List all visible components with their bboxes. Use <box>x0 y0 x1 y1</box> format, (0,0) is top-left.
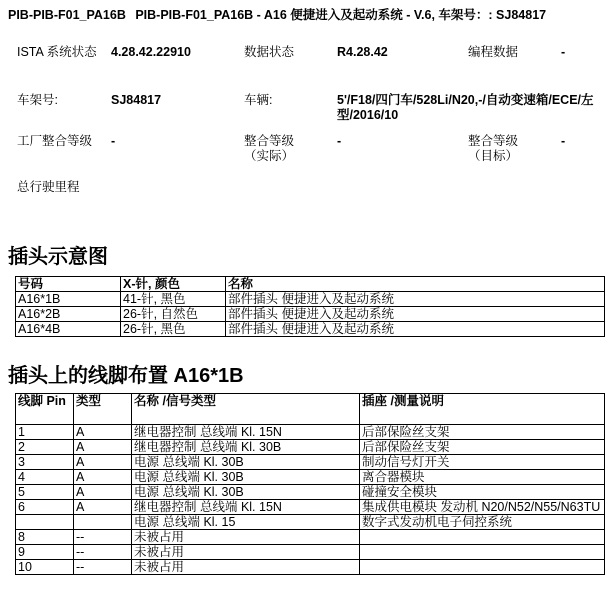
table-row <box>16 307 605 322</box>
programming-data-label: 编程数据 <box>468 45 519 59</box>
connector-table <box>15 276 605 337</box>
ista-status-label: ISTA 系统状态 <box>17 45 97 59</box>
cell-name: 部件插头 便捷进入及起动系统 <box>226 307 605 322</box>
actual-integration-label: 整合等级（实际） <box>244 134 295 163</box>
cell-signal: 电源 总线端 Kl. 30B <box>132 455 360 470</box>
cell-signal: 电源 总线端 Kl. 15 <box>132 515 360 530</box>
cell-type: -- <box>74 530 132 545</box>
vin-value: SJ84817 <box>111 93 162 107</box>
table-row <box>16 530 605 545</box>
cell-signal: 未被占用 <box>132 545 360 560</box>
cell-type: A <box>74 500 132 515</box>
target-integration-label: 整合等级（目标） <box>468 134 519 163</box>
col-header-number: 号码 <box>16 277 121 292</box>
col-header-pins-color: X-针, 颜色 <box>121 277 226 292</box>
data-status-value: R4.28.42 <box>337 45 388 59</box>
cell-signal: 电源 总线端 Kl. 30B <box>132 485 360 500</box>
cell-pin: 6 <box>16 500 74 515</box>
cell-signal: 继电器控制 总线端 Kl. 15N <box>132 500 360 515</box>
cell-socket <box>360 545 605 560</box>
cell-signal: 电源 总线端 Kl. 30B <box>132 470 360 485</box>
cell-type: A <box>74 440 132 455</box>
cell-signal: 未被占用 <box>132 530 360 545</box>
cell-signal: 未被占用 <box>132 560 360 575</box>
cell-socket: 离合器模块 <box>360 470 605 485</box>
vehicle-label: 车辆: <box>244 93 273 107</box>
cell-type <box>74 515 132 530</box>
cell-number: A16*4B <box>16 322 121 337</box>
col-header-signal: 名称 /信号类型 <box>132 394 360 425</box>
pin-table <box>15 393 605 575</box>
info-row-integration <box>0 130 605 176</box>
cell-type: A <box>74 485 132 500</box>
vehicle-value: 5'/F18/四门车/528Li/N20,-/自动变速箱/ECE/左型/2016/10 <box>337 93 594 122</box>
col-header-pin: 线脚 Pin <box>16 394 74 425</box>
cell-socket <box>360 530 605 545</box>
data-status-label: 数据状态 <box>244 45 295 59</box>
info-block <box>0 34 605 224</box>
table-row <box>16 440 605 455</box>
table-row <box>16 560 605 575</box>
cell-name: 部件插头 便捷进入及起动系统 <box>226 292 605 307</box>
cell-pins-color: 26-针, 黑色 <box>121 322 226 337</box>
factory-integration-label: 工厂整合等级 <box>17 134 93 148</box>
cell-pins-color: 41-针, 黑色 <box>121 292 226 307</box>
cell-pin: 10 <box>16 560 74 575</box>
section-title-connector-diagram: 插头示意图 <box>8 246 108 268</box>
cell-number: A16*1B <box>16 292 121 307</box>
cell-pin: 4 <box>16 470 74 485</box>
cell-socket: 数字式发动机电子伺控系统 <box>360 515 605 530</box>
table-row <box>16 500 605 515</box>
document-header <box>8 5 605 23</box>
cell-signal: 继电器控制 总线端 Kl. 15N <box>132 425 360 440</box>
cell-socket: 制动信号灯开关 <box>360 455 605 470</box>
table-row <box>16 292 605 307</box>
cell-number: A16*2B <box>16 307 121 322</box>
cell-pin: 1 <box>16 425 74 440</box>
actual-integration-value: - <box>337 134 342 148</box>
cell-pin: 3 <box>16 455 74 470</box>
cell-socket: 后部保险丝支架 <box>360 425 605 440</box>
cell-pin: 5 <box>16 485 74 500</box>
cell-type: -- <box>74 545 132 560</box>
info-row-mileage <box>0 176 605 224</box>
cell-type: A <box>74 455 132 470</box>
factory-integration-value: - <box>111 134 116 148</box>
cell-socket: 后部保险丝支架 <box>360 440 605 455</box>
col-header-type: 类型 <box>74 394 132 425</box>
cell-socket: 集成供电模块 发动机 N20/N52/N55/N63TU <box>360 500 605 515</box>
cell-name: 部件插头 便捷进入及起动系统 <box>226 322 605 337</box>
pin-table-header <box>16 394 605 425</box>
table-row <box>16 515 605 530</box>
cell-pin: 8 <box>16 530 74 545</box>
mileage-label: 总行驶里程 <box>17 180 80 194</box>
table-row <box>16 455 605 470</box>
table-row <box>16 470 605 485</box>
cell-pin: 9 <box>16 545 74 560</box>
vin-label: 车架号: <box>17 93 58 107</box>
cell-pin <box>16 515 74 530</box>
target-integration-value: - <box>561 134 566 148</box>
cell-socket <box>360 560 605 575</box>
cell-type: A <box>74 425 132 440</box>
header-part1: PIB-PIB-F01_PA16B <box>8 8 126 22</box>
table-row <box>16 545 605 560</box>
programming-data-value: - <box>561 45 566 59</box>
connector-table-header <box>16 277 605 292</box>
cell-type: A <box>74 470 132 485</box>
cell-type: -- <box>74 560 132 575</box>
col-header-name: 名称 <box>226 277 605 292</box>
section-title-pin-assignment: 插头上的线脚布置 A16*1B <box>8 365 244 387</box>
col-header-socket: 插座 /测量说明 <box>360 394 605 425</box>
header-part2: PIB-PIB-F01_PA16B - A16 便捷进入及起动系统 - V.6, 车架号：: SJ84817 <box>135 8 547 22</box>
cell-pins-color: 26-针, 自然色 <box>121 307 226 322</box>
table-row <box>16 425 605 440</box>
info-row-vehicle <box>0 82 605 130</box>
cell-signal: 继电器控制 总线端 Kl. 30B <box>132 440 360 455</box>
ista-status-value: 4.28.42.22910 <box>111 45 191 59</box>
table-row <box>16 322 605 337</box>
table-row <box>16 485 605 500</box>
cell-pin: 2 <box>16 440 74 455</box>
cell-socket: 碰撞安全模块 <box>360 485 605 500</box>
info-row-status <box>0 34 605 82</box>
